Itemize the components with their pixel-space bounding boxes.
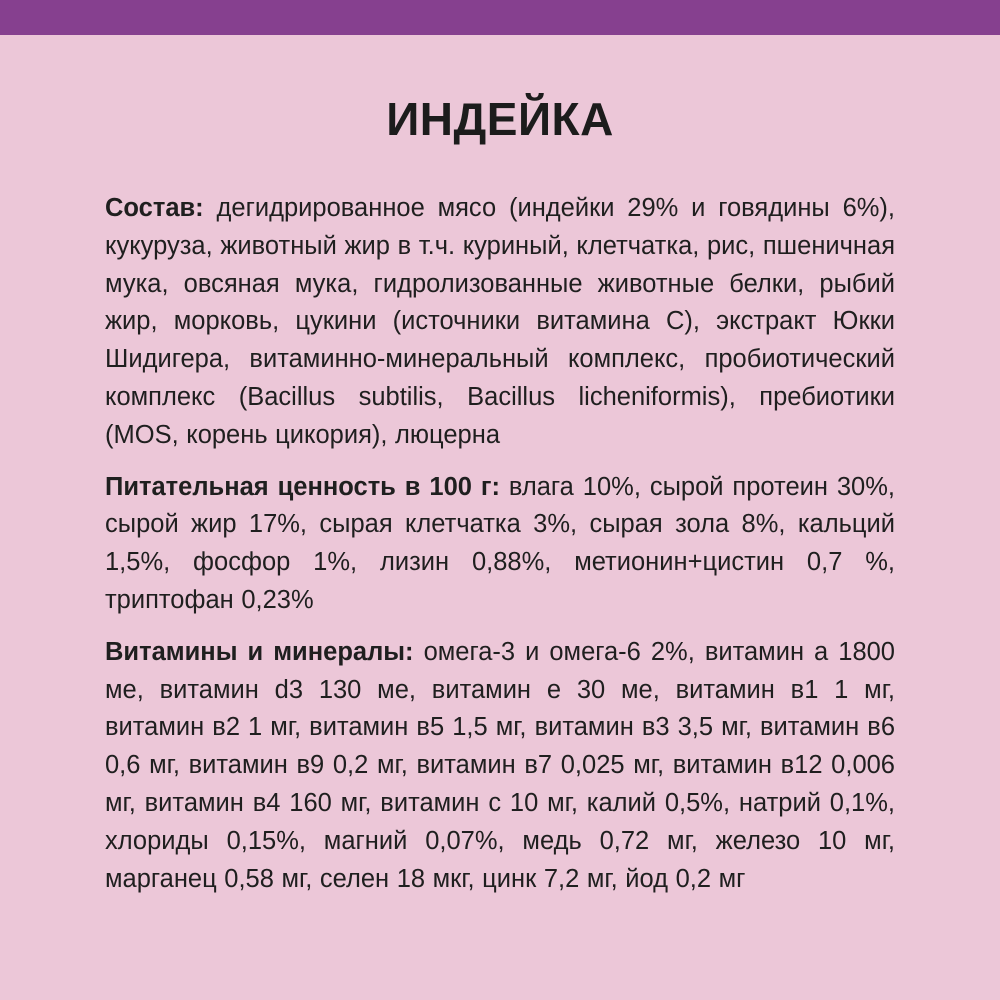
vitamins-label: Витамины и минералы:	[105, 637, 414, 666]
vitamins-section	[105, 634, 895, 899]
nutrition-text: влага 10%, сырой протеин 30%, сырой жир 17%, сырая клетчатка 3%, сырая зола 8%, кальций 1,5%, фосфор 1%, лизин 0,88%, метионин+цистин 0,7 %, триптофан 0,23%	[105, 472, 895, 614]
product-description	[105, 190, 895, 912]
composition-label: Состав:	[105, 194, 204, 222]
nutrition-label: Питательная ценность в 100 г:	[105, 472, 500, 501]
composition-section	[105, 190, 895, 455]
top-accent-bar	[0, 0, 1000, 35]
vitamins-text: омега-3 и омега-6 2%, витамин а 1800 ме, витамин d3 130 ме, витамин е 30 ме, витамин в1 1 мг, витамин в2 1 мг, витамин в5 1,5 мг, витамин в3 3,5 мг, витамин в6 0,6 мг, витамин в9 0,2 мг, витамин в7 0,025 мг, витамин в12 0,006 мг, витамин в4 160 мг, витамин с 10 мг, калий 0,5%, натрий 0,1%, хлориды 0,15%, магний 0,07%, медь 0,72 мг, железо 10 мг, марганец 0,58 мг, селен 18 мкг, цинк 7,2 мг, йод 0,2 мг	[105, 637, 895, 893]
composition-text: дегидрированное мясо (индейки 29% и говядины 6%), кукуруза, животный жир в т.ч. куриный, клетчатка, рис, пшеничная мука, овсяная мука, гидролизованные животные белки, рыбий жир, морковь, цукини (источники витамина С), экстракт Юкки Шидигера, витаминно-минеральный комплекс, пробиотический комплекс (Bacillus subtilis, Bacillus licheniformis), пребиотики (MOS, корень цикория), люцерна	[105, 194, 895, 449]
nutrition-section	[105, 469, 895, 620]
page-title: ИНДЕЙКА	[386, 93, 614, 145]
